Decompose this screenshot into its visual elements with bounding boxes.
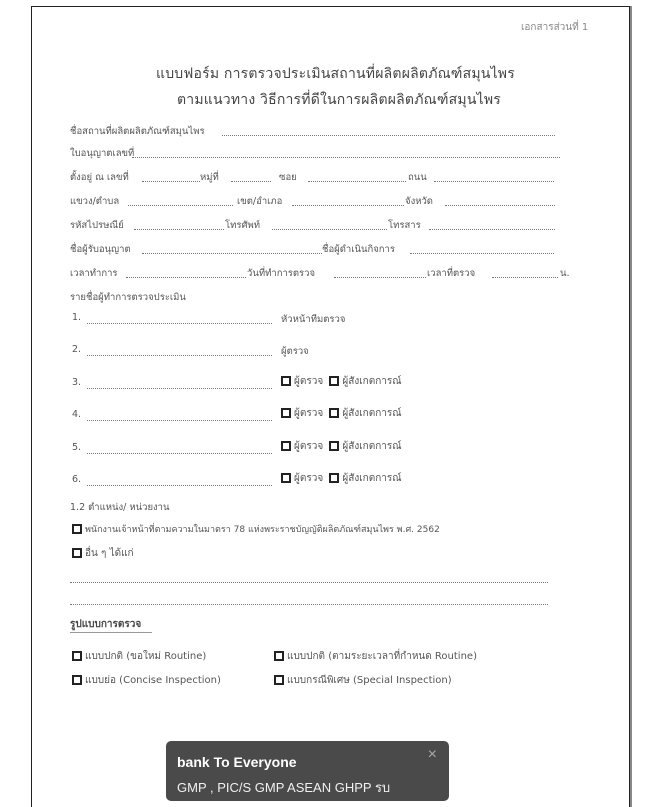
checkbox[interactable] — [329, 473, 339, 483]
inspect-time-label: เวลาที่ตรวจ — [427, 268, 476, 279]
inspector-line — [87, 453, 272, 454]
option-label: ผู้สังเกตการณ์ — [342, 441, 402, 452]
inspector-num: 3. — [72, 377, 82, 388]
district-line — [292, 205, 404, 206]
fax-label: โทรสาร — [388, 220, 421, 231]
checkbox[interactable] — [329, 441, 339, 451]
inspector-num: 1. — [72, 312, 82, 323]
phone-label: โทรศัพท์ — [225, 220, 261, 231]
site-name-label: ชื่อสถานที่ผลิตผลิตภัณฑ์สมุนไพร — [70, 126, 205, 137]
phone-line — [272, 229, 387, 230]
option-label: ผู้ตรวจ — [294, 376, 324, 387]
subdistrict-label: แขวง/ตำบล — [70, 196, 120, 207]
checkbox[interactable] — [281, 473, 291, 483]
toast-message: GMP , PIC/S GMP ASEAN GHPP รบ — [177, 780, 391, 795]
inspector-line — [87, 485, 272, 486]
province-label: จังหวัด — [405, 196, 433, 207]
soi-label: ซอย — [279, 172, 297, 183]
form-title: แบบฟอร์ม การตรวจประเมินสถานที่ผลิตผลิตภัณฑ์สมุนไพร — [156, 66, 515, 82]
checkbox[interactable] — [72, 548, 82, 558]
form-subtitle: ตามแนวทาง วิธีการที่ดีในการผลิตผลิตภัณฑ์สมุนไพร — [177, 92, 501, 108]
checkbox[interactable] — [329, 408, 339, 418]
operator-line — [410, 253, 554, 254]
inspector-num: 6. — [72, 474, 82, 485]
checkbox[interactable] — [329, 376, 339, 386]
inspect-time-line — [492, 277, 558, 278]
option-label: แบบกรณีพิเศษ (Special Inspection) — [287, 675, 452, 686]
address-no-line — [142, 181, 200, 182]
option-label: แบบปกติ (ขอใหม่ Routine) — [85, 651, 207, 662]
work-time-line — [126, 277, 246, 278]
license-line — [132, 157, 560, 158]
checkbox[interactable] — [72, 651, 82, 661]
heading-underline — [70, 632, 152, 633]
inspector-num: 4. — [72, 409, 82, 420]
postcode-line — [134, 229, 224, 230]
district-label: เขต/อำเภอ — [237, 196, 283, 207]
option-label: ผู้ตรวจ — [294, 441, 324, 452]
position-option-officer — [72, 522, 440, 536]
document-page — [31, 6, 630, 807]
inspect-date-label: วันที่ทำการตรวจ — [247, 268, 316, 279]
inspection-type-option — [72, 673, 221, 688]
document-number: เอกสารส่วนที่ 1 — [521, 22, 589, 33]
inspector-role: หัวหน้าทีมตรวจ — [281, 314, 346, 325]
checkbox[interactable] — [72, 524, 82, 534]
operator-label: ชื่อผู้ดำเนินกิจการ — [322, 244, 395, 255]
toast-sender: bank To Everyone — [177, 754, 297, 770]
checkbox[interactable] — [72, 675, 82, 685]
site-name-line — [222, 135, 555, 136]
subdistrict-line — [128, 205, 233, 206]
inspector-role-options — [281, 439, 402, 454]
licensee-line — [142, 253, 322, 254]
position-heading: 1.2 ตำแหน่ง/ หน่วยงาน — [70, 502, 170, 513]
soi-line — [308, 181, 406, 182]
license-label: ใบอนุญาตเลขที่ — [70, 148, 135, 159]
option-label: แบบย่อ (Concise Inspection) — [85, 675, 221, 686]
province-line — [445, 205, 555, 206]
inspector-role-options — [281, 406, 402, 421]
option-label: ผู้สังเกตการณ์ — [342, 473, 402, 484]
inspector-num: 2. — [72, 344, 82, 355]
licensee-label: ชื่อผู้รับอนุญาต — [70, 244, 131, 255]
address-no-label: ตั้งอยู่ ณ เลขที่ — [70, 172, 129, 183]
inspection-type-option — [72, 649, 206, 664]
chat-notification-toast[interactable] — [166, 741, 449, 801]
fax-line — [429, 229, 555, 230]
inspection-type-option — [274, 673, 452, 688]
inspectors-heading: รายชื่อผู้ทำการตรวจประเมิน — [70, 292, 186, 303]
road-line — [434, 181, 554, 182]
option-label: ผู้สังเกตการณ์ — [342, 408, 402, 419]
option-label: ผู้ตรวจ — [294, 408, 324, 419]
option-label: แบบปกติ (ตามระยะเวลาที่กำหนด Routine) — [287, 651, 477, 662]
inspector-line — [87, 420, 272, 421]
close-icon[interactable]: × — [427, 746, 437, 763]
option-label: พนักงานเจ้าหน้าที่ตามความในมาตรา 78 แห่งพระราชบัญญัติผลิตภัณฑ์สมุนไพร พ.ศ. 2562 — [85, 525, 440, 535]
work-time-label: เวลาทำการ — [70, 268, 118, 279]
inspector-role: ผู้ตรวจ — [281, 346, 309, 357]
other-line — [70, 582, 548, 583]
inspector-line — [87, 388, 272, 389]
position-option-other — [72, 546, 134, 561]
checkbox[interactable] — [281, 441, 291, 451]
inspector-role-options — [281, 374, 402, 389]
other-line — [70, 604, 548, 605]
time-unit-label: น. — [560, 268, 570, 279]
inspector-line — [87, 323, 272, 324]
moo-label: หมู่ที่ — [200, 172, 219, 183]
option-label: อื่น ๆ ได้แก่ — [85, 548, 134, 559]
postcode-label: รหัสไปรษณีย์ — [70, 220, 124, 231]
checkbox[interactable] — [281, 376, 291, 386]
moo-line — [231, 181, 271, 182]
inspector-role-options — [281, 471, 402, 486]
inspection-type-heading: รูปแบบการตรวจ — [70, 619, 142, 630]
checkbox[interactable] — [281, 408, 291, 418]
checkbox[interactable] — [274, 651, 284, 661]
inspector-line — [87, 355, 272, 356]
inspection-type-option — [274, 649, 477, 664]
inspector-num: 5. — [72, 442, 82, 453]
option-label: ผู้ตรวจ — [294, 473, 324, 484]
road-label: ถนน — [408, 172, 427, 183]
checkbox[interactable] — [274, 675, 284, 685]
option-label: ผู้สังเกตการณ์ — [342, 376, 402, 387]
inspect-date-line — [334, 277, 426, 278]
